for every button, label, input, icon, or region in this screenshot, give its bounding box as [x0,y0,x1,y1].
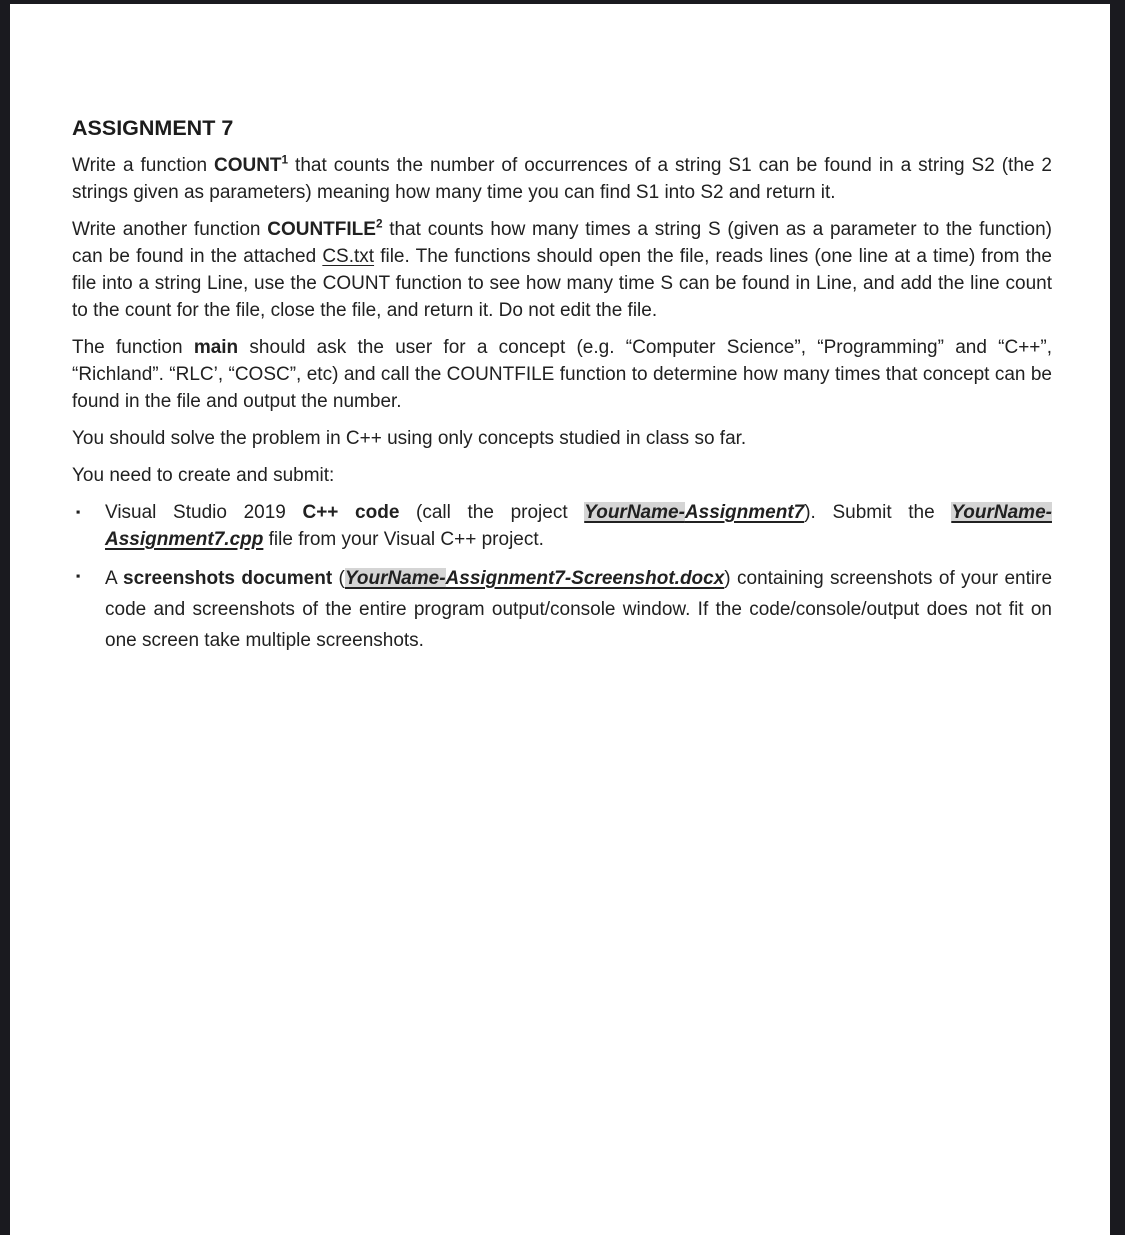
footnote-ref-1: 1 [281,153,289,167]
letterbox-right-bar [1110,0,1125,1235]
text-run: that counts the number of occurrences of a string S1 can be found in a string S2 (the 2 strings given as parameters) meaning how many time you can find S1 into S2 and return it. [72,155,1052,203]
paragraph-solve-requirement: You should solve the problem in C++ using only concepts studied in class so far. [72,428,747,449]
letterbox-left-bar [0,0,10,1235]
text-run: file. The functions should open the file, reads lines (one line at a time) from the file into a string Line, use the COUNT function to see how many time S can be found in Line, and add the line count to the count for the file, close the file, and return it. Do not edit the file. [72,246,1052,321]
function-name-count: COUNT [213,155,282,176]
footnote-ref-2: 2 [375,217,383,231]
function-name-main: main [193,337,239,358]
text-run: The function [72,337,194,358]
list-item-screenshots-submission [72,563,1052,656]
text-run: Write a function [72,155,214,176]
paragraph-main-function [72,334,1052,415]
text-run: should ask the user for a concept (e.g. “Computer Science”, “Programming” and “C++”, “Richland”. “RLC’, “COSC”, etc) and call the COUNTFILE function to determine how many times that concept can be found in the file and output the number. [72,337,1053,412]
project-name: Assignment7 [684,502,805,523]
text-run: ( [332,568,345,589]
file-name-placeholder: YourName- [951,502,1052,523]
submission-list [72,499,1052,656]
docx-name-placeholder: YourName- [344,568,446,589]
list-item-code-submission [72,499,1052,553]
paragraph-countfile-function [72,216,1052,324]
bullet-square-icon: ▪ [76,569,81,583]
text-run: file from your Visual C++ project. [263,529,544,550]
cpp-file-name: Assignment7.cpp [105,529,264,550]
attached-file-name: CS.txt [322,246,375,267]
assignment-heading: ASSIGNMENT 7 [72,116,234,140]
text-run: Visual Studio 2019 [105,502,303,523]
text-run: that counts how many times a string S (given as a parameter to the function) can be found in the attached [72,219,1052,267]
document-page [10,4,1110,1235]
function-name-countfile: COUNTFILE [267,219,376,240]
paragraph-submit-intro: You need to create and submit: [72,465,335,486]
docx-file-name: Assignment7-Screenshot.docx [445,568,725,589]
cpp-code-label: C++ code [302,502,400,523]
text-run: ). Submit the [804,502,952,523]
text-run: Write another function [72,219,268,240]
bullet-square-icon: ▪ [76,505,81,519]
paragraph-count-function [72,152,1052,206]
text-run: ) containing screenshots of your entire code and screenshots of the entire program output/console window. If the code/console/output does not fit on one screen take multiple screenshots. [105,568,1053,651]
project-name-placeholder: YourName- [584,502,685,523]
screenshots-document-label: screenshots document [123,568,333,589]
text-run: (call the project [399,502,585,523]
text-run: A [105,568,124,589]
